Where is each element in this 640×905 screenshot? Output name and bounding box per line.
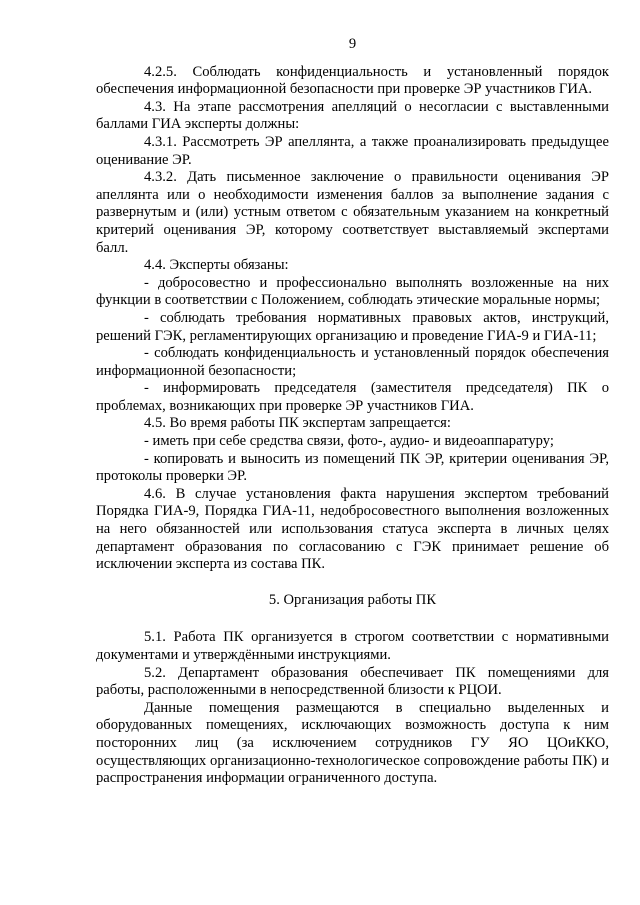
- paragraph-4-3-2: 4.3.2. Дать письменное заключение о правильности оценивания ЭР апеллянта или о необходимости изменения баллов за выполнение задания с развернутым и (или) устным ответом с обязательным указанием на конкретный критерий оценивания ЭР, которому соответствует выставляемый экспертами балл.: [96, 169, 609, 256]
- document-page: [96, 36, 609, 788]
- paragraph-4-4: 4.4. Эксперты обязаны:: [144, 257, 289, 274]
- paragraph-premises: Данные помещения размещаются в специально выделенных и оборудованных помещениях, исключающих возможность доступа к ним посторонних лиц (за исключением сотрудников ГУ ЯО ЦОиККО, осуществляющих организационно-технологическое сопровождение работы ПК) и распространения информации ограниченного доступа.: [96, 699, 609, 787]
- paragraph-4-3-1: 4.3.1. Рассмотреть ЭР апеллянта, а также проанализировать предыдущее оценивание ЭР.: [96, 133, 609, 168]
- section-heading: 5. Организация работы ПК: [268, 591, 437, 608]
- list-item-duty-2: - соблюдать требования нормативных правовых актов, инструкций, решений ГЭК, регламентирующих организацию и проведение ГИА-9 и ГИА-11;: [96, 309, 609, 344]
- paragraph-4-2-5: 4.2.5. Соблюдать конфиденциальность и установленный порядок обеспечения информационной безопасности при проверке ЭР участников ГИА.: [96, 63, 609, 98]
- paragraph-4-5: 4.5. Во время работы ПК экспертам запрещается:: [144, 415, 451, 432]
- paragraph-4-3: 4.3. На этапе рассмотрения апелляций о несогласии с выставленными баллами ГИА эксперты должны:: [96, 98, 609, 133]
- paragraph-5-1: 5.1. Работа ПК организуется в строгом соответствии с нормативными документами и утверждёнными инструкциями.: [96, 629, 609, 663]
- paragraph-4-6: 4.6. В случае установления факта нарушения экспертом требований Порядка ГИА-9, Порядка ГИА-11, недобросовестного выполнения возложенных на него обязанностей или использования статуса эксперта в личных целях департамент образования по согласованию с ГЭК принимает решение об исключении эксперта из состава ПК.: [96, 485, 609, 573]
- list-item-duty-3: - соблюдать конфиденциальность и установленный порядок обеспечения информационной безопасности;: [96, 345, 609, 379]
- list-item-prohibition-2: - копировать и выносить из помещений ПК ЭР, критерии оценивания ЭР, протоколы проверки ЭР.: [96, 450, 609, 485]
- page-number: 9: [348, 36, 357, 52]
- list-item-duty-4: - информировать председателя (заместителя председателя) ПК о проблемах, возникающих при проверке ЭР участников ГИА.: [96, 380, 609, 414]
- list-item-prohibition-1: - иметь при себе средства связи, фото-, аудио- и видеоаппаратуру;: [144, 433, 554, 450]
- list-item-duty-1: - добросовестно и профессионально выполнять возложенные на них функции в соответствии с Положением, соблюдать этические моральные нормы;: [96, 274, 609, 309]
- paragraph-5-2: 5.2. Департамент образования обеспечивает ПК помещениями для работы, расположенными в непосредственной близости к РЦОИ.: [96, 664, 609, 699]
